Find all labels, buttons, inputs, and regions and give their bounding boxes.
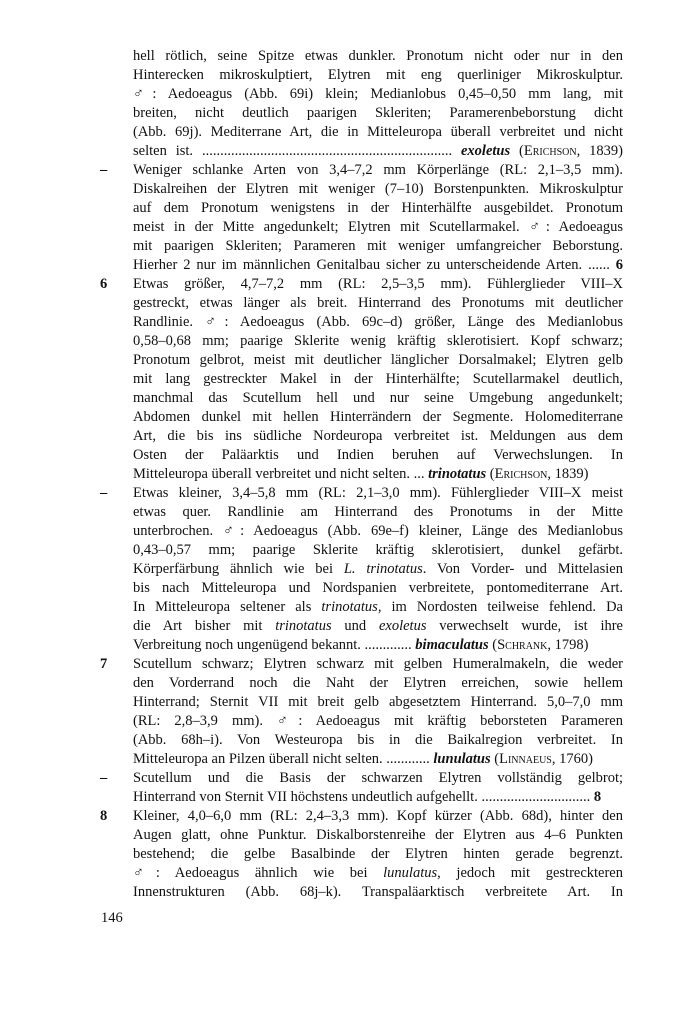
leader-text: Mitteleuropa an Pilzen überall nicht selten. ............ <box>133 751 430 767</box>
text-line: Kleiner, 4,0–6,0 mm (RL: 2,4–3,3 mm). Kopf kürzer (Abb. 68d), hinter den <box>133 808 623 824</box>
text-line: Hinterrand; Sternit VII mit breit gelb abgesetztem Hinterrand. 5,0–7,0 mm <box>133 694 623 710</box>
text-run: verwechselt wurde, ist ihre <box>426 618 623 634</box>
species-name: exoletus <box>461 143 511 159</box>
goto-number: 6 <box>615 257 623 273</box>
text-line: gestreckt, etwas länger als breit. Hinterrand des Pronotums mit deutlicher <box>133 295 623 311</box>
leader-text: Hinterrand von Sternit VII höchstens undeutlich aufgehellt. .............................. <box>133 789 591 805</box>
text-run: In Mitteleuropa seltener als <box>133 599 322 615</box>
text-run: die Art bisher mit <box>133 618 276 634</box>
species-author: (Erichson, 1839) <box>489 466 589 482</box>
text-line: Scutellum und die Basis der schwarzen Elytren vollständig gelbrot; <box>133 770 623 786</box>
couplet-marker: 6 <box>100 276 108 292</box>
text-line: 0,58–0,68 mm; paarige Sklerite wenig kräftig sklerotisiert. Kopf schwarz; <box>133 333 623 349</box>
text-line: Innenstrukturen (Abb. 68j–k). Transpaläarktisch verbreitete Art. In <box>133 884 623 900</box>
couplet-marker: – <box>100 770 108 786</box>
text-line: bis nach Mitteleuropa und Nordspanien verbreitete, pontomediterrane Art. <box>133 580 623 596</box>
text-line: (Abb. 68h–i). Von Westeuropa bis in die Baikalregion verbreitet. In <box>133 732 623 748</box>
text-line <box>133 598 623 617</box>
text-line: mit lang gestreckter Makel in der Hinterhälfte; Scutellarmakel deutlich, <box>133 371 623 387</box>
exoletus-entry <box>133 47 623 161</box>
text-line: Hinterecken mikroskulptiert, Elytren mit eng querliniger Mikroskulptur. <box>133 67 623 83</box>
text-run: . Von Vorder- und Mittelasien <box>422 561 623 577</box>
goto-line <box>133 788 623 807</box>
text-line: Etwas größer, 4,7–7,2 mm (RL: 2,5–3,5 mm). Fühlerglieder VIII–X <box>133 276 623 292</box>
species-name: trinotatus <box>428 466 487 482</box>
text-line: Randlinie. ♂: Aedoeagus (Abb. 69c–d) größer, Länge des Medianlobus <box>133 314 623 330</box>
page-number: 146 <box>101 910 123 926</box>
text-line: Etwas kleiner, 3,4–5,8 mm (RL: 2,1–3,0 mm). Fühlerglieder VIII–X meist <box>133 485 623 501</box>
leader-text: Hierher 2 nur im männlichen Genitalbau sicher zu unterscheidende Arten. ...... <box>133 257 610 273</box>
italic-species: lunulatus <box>383 865 438 881</box>
italic-species: exoletus <box>378 618 427 634</box>
text-run: , jedoch mit gestreckteren <box>437 865 623 881</box>
text-line: Art, die bis ins südliche Nordeuropa verbreitet ist. Meldungen aus dem <box>133 428 623 444</box>
text-line: Pronotum gelbrot, meist mit deutlicher länglicher Dorsalmakel; Elytren gelb <box>133 352 623 368</box>
species-line <box>133 465 623 484</box>
text-line: breiten, nicht deutlich paarigen Skleriten; Paramerenbeborstung dicht <box>133 105 623 121</box>
leader-text: Verbreitung noch ungenügend bekannt. ............. <box>133 637 412 653</box>
text-run: ♂: Aedoeagus ähnlich wie bei <box>133 865 384 881</box>
text-line: mit paarigen Skleriten; Parameren mit weniger umfangreicher Beborstung. <box>133 238 623 254</box>
species-line <box>133 750 623 769</box>
text-line: den Vorderrand noch die Naht der Elytren erreichen, sowie hellem <box>133 675 623 691</box>
text-run: und <box>331 618 379 634</box>
text-run: , im Nordosten teilweise fehlend. Da <box>377 599 623 615</box>
couplet-7-alternative <box>100 769 623 807</box>
text-line: (RL: 2,8–3,9 mm). ♂: Aedoeagus mit kräftig beborsteten Parameren <box>133 713 623 729</box>
goto-number: 8 <box>593 789 602 805</box>
species-author: (Linnaeus, 1760) <box>494 751 593 767</box>
text-line: unterbrochen. ♂: Aedoeagus (Abb. 69e–f) kleiner, Länge des Medianlobus <box>133 523 623 539</box>
text-line: 0,43–0,57 mm; paarige Sklerite kräftig sklerotisiert, dunkel gefärbt. <box>133 542 623 558</box>
couplet-8 <box>100 807 623 902</box>
leader-text: selten ist. ..................................................................... <box>133 143 453 159</box>
text-line: hell rötlich, seine Spitze etwas dunkler. Pronotum nicht oder nur in den <box>133 48 623 64</box>
couplet-marker: – <box>100 162 108 178</box>
species-author: (Schrank, 1798) <box>492 637 589 653</box>
species-line <box>133 636 623 655</box>
species-name: bimaculatus <box>415 637 489 653</box>
species-author: (Erichson, 1839) <box>519 143 623 159</box>
text-line: auf dem Pronotum wenigstens in der Hinterhälfte ausgebildet. Pronotum <box>133 200 623 216</box>
species-name: lunulatus <box>433 751 491 767</box>
couplet-7 <box>100 655 623 769</box>
goto-line <box>133 256 623 275</box>
text-line: Augen glatt, ohne Punktur. Diskalborstenreihe der Elytren aus 4–6 Punkten <box>133 827 623 843</box>
text-line: Scutellum schwarz; Elytren schwarz mit gelben Humeralmakeln, die weder <box>133 656 623 672</box>
text-line: Abdomen dunkel mit hellen Hinterrändern der Segmente. Holomediterrane <box>133 409 623 425</box>
couplet-marker: 7 <box>100 656 108 672</box>
text-line: ♂: Aedoeagus (Abb. 69i) klein; Medianlobus 0,45–0,50 mm lang, mit <box>133 86 623 102</box>
italic-species: trinotatus <box>275 618 332 634</box>
text-line: Weniger schlanke Arten von 3,4–7,2 mm Körperlänge (RL: 2,1–3,5 mm). <box>133 162 623 178</box>
text-line: Diskalreihen der Elytren mit weniger (7–10) Borstenpunkten. Mikroskulptur <box>133 181 623 197</box>
couplet-marker: 8 <box>100 808 108 824</box>
couplet-6-alternative <box>100 484 623 655</box>
italic-species: L. trinotatus <box>343 561 423 577</box>
text-line: Osten der Paläarktis und Indien beruhen auf Verwechslungen. In <box>133 447 623 463</box>
text-run: Körperfärbung ähnlich wie bei <box>133 561 344 577</box>
leader-text: Mitteleuropa überall verbreitet und nicht selten. ... <box>133 466 425 482</box>
species-line <box>133 142 623 161</box>
text-line: meist in der Mitte angedunkelt; Elytren mit Scutellarmakel. ♂: Aedoeagus <box>133 219 623 235</box>
text-line: (Abb. 69j). Mediterrane Art, die in Mitteleuropa überall verbreitet und nicht <box>133 124 623 140</box>
couplet-6 <box>100 275 623 484</box>
text-line <box>133 617 623 636</box>
couplet-5-alternative <box>100 161 623 275</box>
italic-species: trinotatus <box>321 599 378 615</box>
text-line: bestehend; die gelbe Basalbinde der Elytren hinten gerade begrenzt. <box>133 846 623 862</box>
text-line <box>133 864 623 883</box>
couplet-marker: – <box>100 485 108 501</box>
text-line: manchmal das Scutellum hell und nur seine Umgebung angedunkelt; <box>133 390 623 406</box>
text-line: etwas quer. Randlinie am Hinterrand des Pronotums in der Mitte <box>133 504 623 520</box>
text-line <box>133 560 623 579</box>
